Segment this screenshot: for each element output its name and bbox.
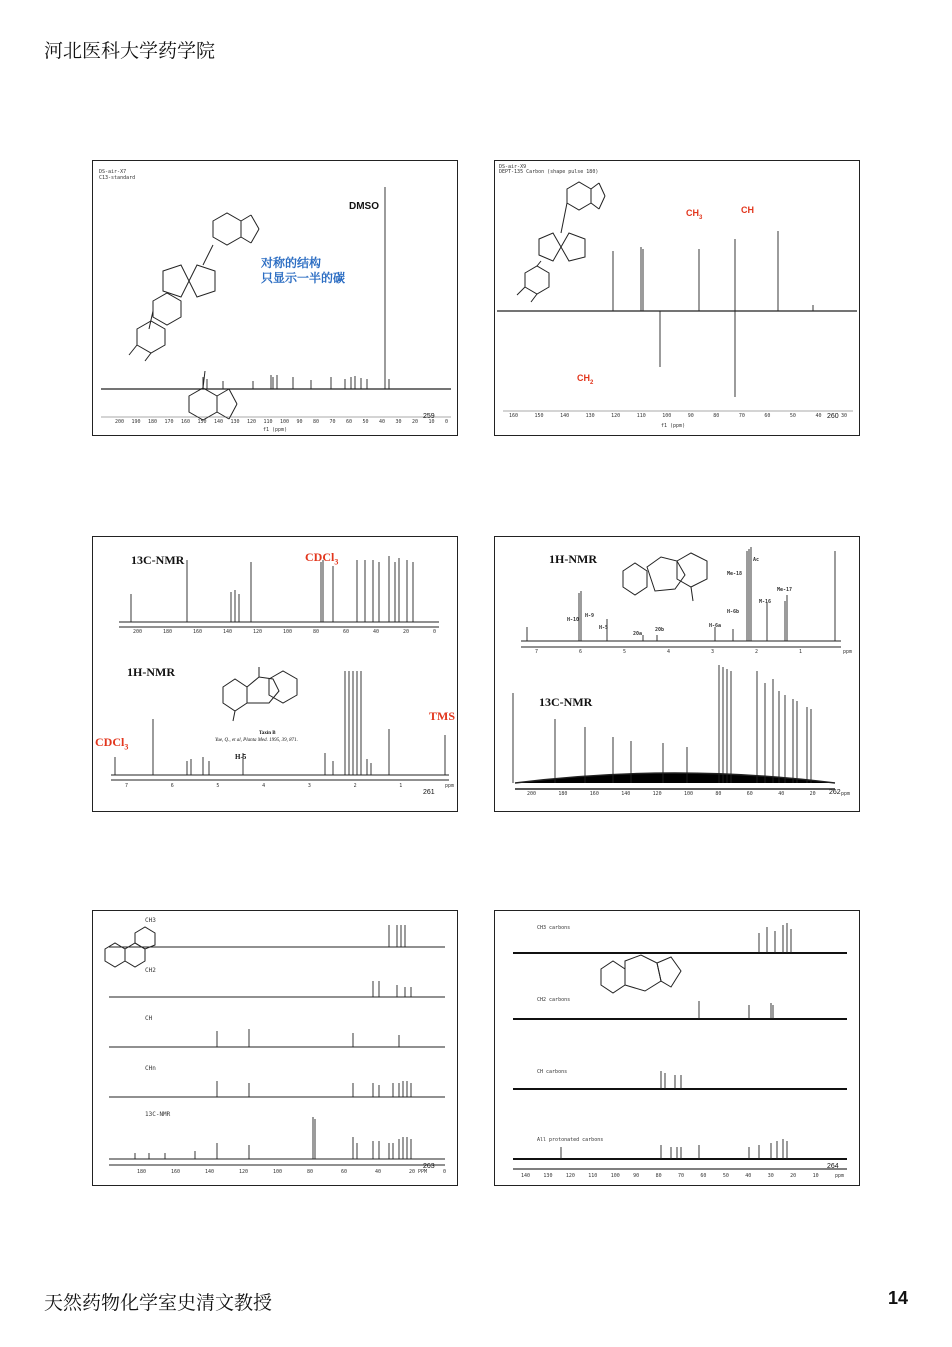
axis-tick-label: 20	[412, 419, 419, 425]
axis-tick-label: 50	[722, 1173, 729, 1179]
solvent-label-dmso: DMSO	[349, 201, 379, 212]
axis-tick-label: 60	[343, 629, 350, 635]
axis-tick-label: 40	[379, 419, 386, 425]
axis-tick-label: 80	[713, 413, 720, 419]
axis-tick-label: 170	[164, 419, 174, 425]
axis-tick-label: 160	[181, 419, 191, 425]
axis-tick-label: 30	[767, 1173, 774, 1179]
label-ch3: $CH_3$	[686, 208, 703, 221]
taxane-structure-264	[601, 955, 681, 993]
axis-tick-label: 130	[543, 1173, 553, 1179]
peaks-260	[613, 231, 813, 397]
axis-tick-label: 120	[652, 791, 662, 797]
h1-nmr-title: 1H-NMR	[549, 552, 597, 566]
peak-label: Ac	[753, 557, 760, 563]
axis-tick-label: 3	[711, 649, 715, 655]
axis-tick-label: ppm	[841, 791, 851, 797]
axis-tick-label: 130	[230, 419, 240, 425]
axis-tick-label: 120	[239, 1169, 249, 1175]
peaks-263	[135, 925, 411, 1159]
axis-tick-label: 140	[214, 419, 224, 425]
axis-tick-label: 160	[193, 629, 203, 635]
axis-tick-label: 60	[346, 419, 353, 425]
axis-tick-label: 2	[353, 783, 357, 789]
slide-number-263: 263	[423, 1163, 435, 1170]
slide-number-264: 264	[827, 1163, 839, 1170]
peaks-264	[561, 923, 791, 1159]
axis-tick-label: 150	[197, 419, 207, 425]
axis-tick-label: 80	[313, 629, 320, 635]
peak-label: M-16	[759, 599, 772, 605]
axis-tick-label: 80	[655, 1173, 662, 1179]
axis-tick-label: 100	[662, 413, 672, 419]
peak-label: Me-18	[727, 571, 743, 577]
axis-tick-label: 60	[700, 1173, 707, 1179]
axis-tick-label: 4	[667, 649, 671, 655]
baseline-262-bottom	[515, 773, 835, 789]
spectrum-row-label: 13C-NMR	[145, 1111, 171, 1118]
slide-262	[494, 536, 860, 812]
baseline-261-bottom	[111, 775, 449, 780]
axis-tick-label: ppm	[835, 1173, 845, 1179]
axis-tick-label: 160	[509, 413, 519, 419]
axis-tick-label: 60	[746, 791, 753, 797]
spectrum-row-label: All protonated carbons	[537, 1137, 604, 1143]
peak-label: 20a	[633, 631, 643, 637]
peak-label: H-6b	[727, 609, 740, 615]
axis-tick-label: 40	[373, 629, 380, 635]
axis-unit-260: f1 (ppm)	[661, 423, 686, 429]
label-ch: CH	[741, 205, 754, 215]
peak-label: H-10	[567, 617, 580, 623]
axis-tick-label: 80	[313, 419, 320, 425]
symmetry-note-1: 对称的结构	[261, 256, 322, 270]
slide-number-261: 261	[423, 789, 435, 796]
c13-nmr-title: 13C-NMR	[131, 553, 185, 567]
spectrum-264	[495, 911, 859, 1185]
axis-tick-label: 200	[527, 791, 537, 797]
axis-tick-label: 190	[131, 419, 141, 425]
axis-tick-label: ppm	[843, 649, 853, 655]
axis-tick-label: 180	[148, 419, 158, 425]
axis-tick-label: 0	[445, 419, 449, 425]
axis-tick-label: 30	[395, 419, 402, 425]
meta-line-2: C13-standard	[99, 175, 136, 181]
axis-tick-label: 140	[560, 413, 570, 419]
spectrum-row-label: CHn	[145, 1065, 156, 1072]
axis-tick-label: 20	[403, 629, 410, 635]
axis-tick-label: 120	[565, 1173, 575, 1179]
institution-header: 河北医科大学药学院	[44, 40, 216, 62]
meta-line-1: DS-air-X9	[499, 164, 527, 170]
axis-tick-label: 1	[399, 783, 403, 789]
slide-number-259: 259	[423, 413, 435, 420]
peak-label: 20b	[655, 627, 665, 633]
taxane-structure-262	[623, 553, 707, 601]
axis-tick-label: 200	[115, 419, 125, 425]
spectrum-row-label: CH2 carbons	[537, 997, 571, 1003]
baseline-261-top	[119, 622, 439, 627]
spectrum-row-label: CH carbons	[537, 1069, 568, 1075]
axis-tick-label: 130	[585, 413, 595, 419]
spectrum-row-label: CH2	[145, 967, 156, 974]
spectrum-259	[93, 161, 457, 435]
axis-tick-label: 50	[789, 413, 796, 419]
axis-tick-label: 0	[433, 629, 437, 635]
axis-tick-label: 30	[841, 413, 848, 419]
axis-tick-label: 6	[170, 783, 174, 789]
axis-tick-label: 140	[223, 629, 233, 635]
axis-tick-label: 100	[684, 791, 694, 797]
axis-tick-label: 100	[280, 419, 290, 425]
cdcl3-top-label: CDCl$_3$	[305, 550, 339, 567]
axis-tick-label: ppm	[445, 783, 455, 789]
axis-tick-label: 70	[329, 419, 336, 425]
axis-tick-label: 10	[812, 1173, 819, 1179]
axis-tick-label: 80	[307, 1169, 314, 1175]
axis-tick-label: 140	[205, 1169, 215, 1175]
axis-tick-label: 70	[678, 1173, 685, 1179]
axis-tick-label: 4	[262, 783, 266, 789]
citation: Yue, Q., et al, Planta Med. 1995, 39, 871.	[215, 738, 298, 743]
slide-261	[92, 536, 458, 812]
slide-260	[494, 160, 860, 436]
slide-263	[92, 910, 458, 1186]
axis-tick-label: 2	[755, 649, 759, 655]
peak-label: Me-17	[777, 587, 793, 593]
axis-tick-label: 100	[283, 629, 293, 635]
baseline-262-top	[521, 641, 841, 647]
axis-tick-label: 110	[636, 413, 646, 419]
compound-name: Taxin B	[259, 731, 276, 736]
axis-tick-label: 10	[428, 419, 435, 425]
axis-tick-label: 60	[764, 413, 771, 419]
axis-tick-label: 100	[610, 1173, 620, 1179]
slide-number-260: 260	[827, 413, 839, 420]
taxin-b-structure	[223, 667, 297, 721]
peaks-259	[203, 187, 389, 389]
peaks-261-h1	[115, 671, 445, 775]
axis-tick-label: 140	[621, 791, 631, 797]
author-footer: 天然药物化学室史清文教授	[44, 1292, 273, 1314]
cdcl3-bottom-label: CDCl$_3$	[95, 735, 129, 752]
meta-line-1: DS-air-X7	[99, 169, 127, 175]
axis-tick-label: 40	[745, 1173, 752, 1179]
axis-tick-label: 50	[362, 419, 369, 425]
axis-tick-label: 80	[715, 791, 722, 797]
axis-tick-label: 40	[375, 1169, 382, 1175]
axis-tick-label: 100	[273, 1169, 283, 1175]
axis-tick-label: 20	[790, 1173, 797, 1179]
axis-tick-label: 90	[633, 1173, 640, 1179]
axis-tick-label: 180	[163, 629, 173, 635]
spectrum-262	[495, 537, 859, 811]
axis-tick-label: 70	[738, 413, 745, 419]
tms-label: TMS	[429, 709, 456, 723]
axis-tick-label: 7	[535, 649, 539, 655]
axis-tick-label: 3	[307, 783, 311, 789]
axis-tick-label: 90	[687, 413, 694, 419]
c13-nmr-title: 13C-NMR	[539, 695, 593, 709]
axis-tick-label: 110	[263, 419, 273, 425]
axis-tick-label: 160	[589, 791, 599, 797]
axis-tick-label: 5	[216, 783, 220, 789]
spectrum-row-label: CH	[145, 1015, 153, 1022]
axis-tick-label: 160	[171, 1169, 181, 1175]
axis-tick-label: 40	[815, 413, 822, 419]
spectrum-row-label: CH3 carbons	[537, 925, 571, 931]
axis-tick-label: 1	[799, 649, 803, 655]
page-number: 14	[887, 1288, 908, 1308]
h5-label: H-5	[235, 753, 247, 761]
axis-tick-label: 120	[611, 413, 621, 419]
spectrum-260	[495, 161, 859, 435]
axis-tick-label: 6	[579, 649, 583, 655]
axis-tick-label: 7	[125, 783, 129, 789]
axis-unit-259: f1 (ppm)	[263, 427, 288, 433]
slide-number-262: 262	[829, 789, 841, 796]
axis-tick-label: 90	[296, 419, 303, 425]
peak-label: H-6a	[709, 623, 722, 629]
slide-264	[494, 910, 860, 1186]
rows-263-baselines	[109, 947, 445, 1165]
label-ch2: $CH_2$	[577, 373, 594, 386]
axis-tick-label: 140	[521, 1173, 531, 1179]
spectrum-row-label: CH3	[145, 917, 156, 924]
axis-tick-label: 120	[253, 629, 263, 635]
peak-label: H-9	[585, 613, 595, 619]
axis-tick-label: 110	[588, 1173, 598, 1179]
molecule-structure-260	[517, 182, 605, 302]
symmetry-note-2: 只显示一半的碳	[261, 271, 346, 285]
h1-nmr-title: 1H-NMR	[127, 665, 175, 679]
axis-tick-label: 40	[778, 791, 785, 797]
axis-tick-label: 150	[534, 413, 544, 419]
axis-tick-label: 200	[133, 629, 143, 635]
slide-259	[92, 160, 458, 436]
rows-264-baselines	[513, 953, 847, 1159]
spectrum-263	[93, 911, 457, 1185]
axis-tick-label: 5	[623, 649, 627, 655]
meta-line-2: DEPT-135 Carbon (shape pulse 180)	[499, 169, 599, 175]
axis-tick-label: 60	[341, 1169, 348, 1175]
axis-tick-label: 180	[137, 1169, 147, 1175]
peak-label: H-5	[599, 625, 609, 631]
axis-tick-label: 20	[809, 791, 816, 797]
axis-tick-label: 0	[443, 1169, 447, 1175]
axis-tick-label: 180	[558, 791, 568, 797]
axis-tick-label: 20 PPM	[409, 1169, 428, 1175]
peaks-262-c13	[513, 665, 811, 783]
axis-tick-label: 120	[247, 419, 257, 425]
